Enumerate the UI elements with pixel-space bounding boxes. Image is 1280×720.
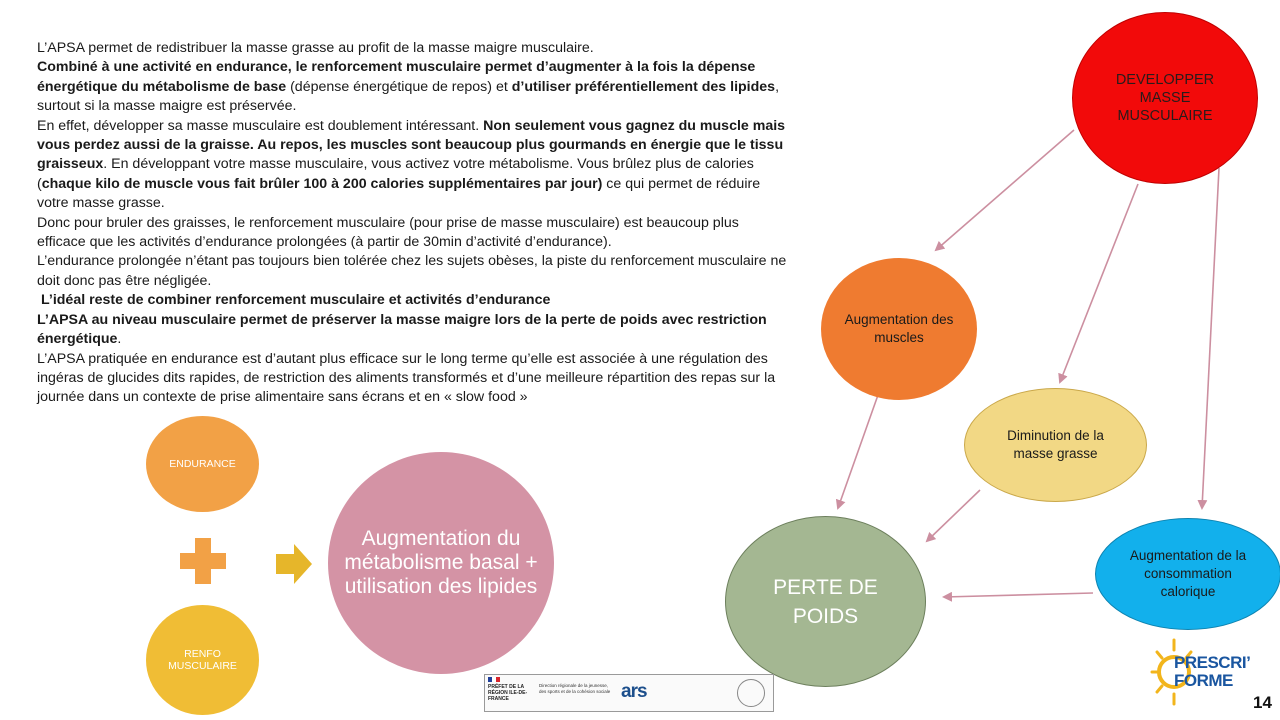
muscle-increase-label: Augmentation des muscles <box>844 312 954 345</box>
calorie-consumption-label: Augmentation de la consommation calorique <box>1129 548 1247 599</box>
metabolism-label: Augmentation du métabolisme basal + utilisation des lipides <box>344 527 538 598</box>
text: Donc pour bruler des graisses, le renforcement musculaire (pour prise de masse musculaire) est beaucoup plus efficace que les activités d’endurance prolongées (à partir de 30min d’activité d’endurance). <box>37 214 739 251</box>
bold-text: Combiné à une activité en endurance, le renforcement musculaire permet d’augmenter à la fois la dépense énergétique du métabolisme de base <box>37 59 756 95</box>
text: . En développant votre masse musculaire, vous activez votre métabolisme. Vous brûlez plus de calories ( <box>37 156 754 192</box>
endurance-circle <box>146 416 259 512</box>
renfo-label: RENFO MUSCULAIRE <box>168 648 237 672</box>
text: ce qui permet de réduire votre masse grasse. <box>37 175 761 212</box>
text: En effet, développer sa masse musculaire est doublement intéressant. <box>37 117 484 134</box>
block-arrow-icon <box>276 544 312 584</box>
bold-text: Non seulement vous gagnez du muscle mais vous perdez aussi de la graisse. Au repos, les muscles sont beaucoup plus gourmands en énergie que le tissu graisseux <box>37 117 786 173</box>
prescri-forme-logo <box>1148 632 1268 712</box>
text: L’endurance prolongée n’étant pas toujours bien tolérée chez les sujets obèses, la piste du renforcement musculaire ne doit donc pas être négligée. <box>37 253 787 289</box>
arrow-develop-to-muscles <box>936 130 1074 250</box>
text: . <box>117 331 122 348</box>
develop-muscle-circle <box>1072 12 1258 184</box>
fat-decrease-circle <box>964 388 1147 502</box>
page-number: 14 <box>1253 693 1272 712</box>
weight-loss-label: PERTE DE POIDS <box>773 575 878 628</box>
bold-text: d’utiliser préférentiellement des lipides <box>511 78 776 95</box>
weight-loss-circle <box>725 516 926 687</box>
renfo-circle <box>146 605 259 715</box>
bold-text: L’APSA au niveau musculaire permet de préserver la masse maigre lors de la perte de poids avec restriction énergétique <box>37 311 767 348</box>
develop-muscle-label: DEVELOPPER MASSE MUSCULAIRE <box>1115 72 1215 124</box>
ars-logo <box>621 681 647 703</box>
arrow-develop-to-conso <box>1202 168 1219 508</box>
prefet-logo-text: PRÉFET DE LA RÉGION ILE-DE-FRANCE <box>488 684 528 702</box>
muscle-increase-circle <box>821 258 977 400</box>
marianne-flag-icon <box>488 677 500 682</box>
plus-icon <box>180 538 226 584</box>
ddrj-logo-text: Direction régionale de la jeunesse, des sports et de la cohésion sociale <box>539 683 611 694</box>
text: L’APSA permet de redistribuer la masse grasse au profit de la masse maigre musculaire. <box>37 40 594 56</box>
partner-logos <box>484 674 774 712</box>
fat-decrease-label: Diminution de la masse grasse <box>1007 428 1104 461</box>
arrow-muscles-to-perte <box>838 395 878 508</box>
text: , surtout si la masse maigre est préservée. <box>37 78 780 115</box>
prescri-forme-text: PRESCRI’ FORME <box>1174 653 1250 690</box>
arrow-graisse-to-perte <box>927 490 980 541</box>
arrow-develop-to-graisse <box>1060 184 1138 382</box>
ars-logo-text: ars <box>621 681 647 702</box>
text: (dépense énergétique de repos) et <box>286 78 512 95</box>
endurance-label: ENDURANCE <box>169 458 236 470</box>
bold-text: chaque kilo de muscle vous fait brûler 100 à 200 calories supplémentaires par jour) <box>41 175 603 192</box>
text: L’APSA pratiquée en endurance est d’autant plus efficace sur le long terme qu’elle est associée à une régulation des ingéras de glucides dits rapides, de restriction des aliments transformés et d’une meilleure répartition des repas sur la journée dans un contexte de prise alimentaire sans écrans et en « slow food » <box>37 350 776 406</box>
metabolism-circle <box>328 452 554 674</box>
calorie-consumption-circle <box>1095 518 1280 630</box>
arrow-conso-to-perte <box>944 593 1093 597</box>
seal-icon <box>737 679 765 707</box>
bold-text: L’idéal reste de combiner renforcement musculaire et activités d’endurance <box>41 292 551 309</box>
